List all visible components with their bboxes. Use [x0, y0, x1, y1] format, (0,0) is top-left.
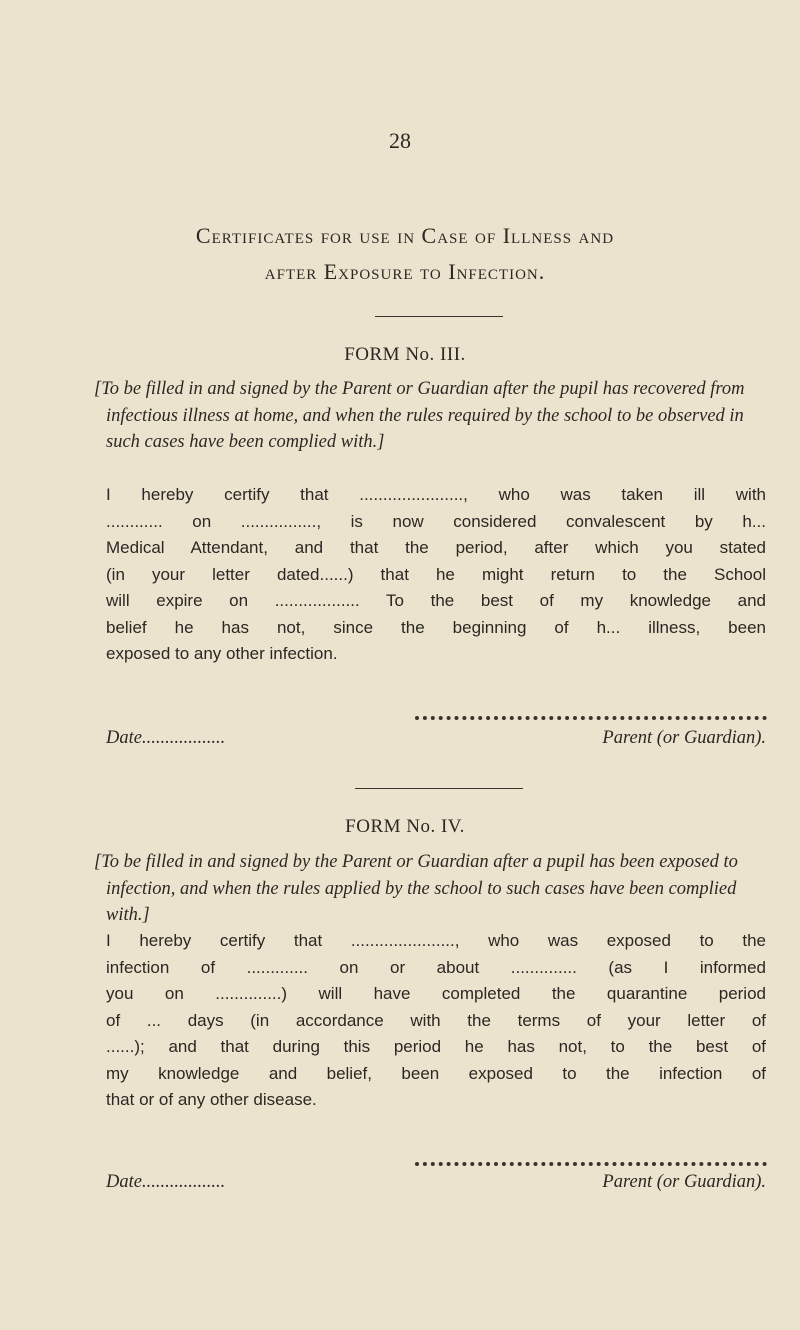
form-3-line: ............ on ................, is now considered convalescent by h... [106, 511, 766, 531]
form-3-signature-line [415, 716, 767, 720]
form-3-title: FORM No. III. [344, 344, 466, 365]
form-4-title: FORM No. IV. [345, 816, 465, 837]
form-4-line: ......); and that during this period he has not, to the best of [106, 1037, 766, 1056]
form-3-line: will expire on .................. To the best of my knowledge and [106, 591, 766, 610]
section-divider [375, 316, 503, 317]
section-divider [355, 788, 523, 789]
form-4-date-label: Date.................. [106, 1172, 226, 1192]
form-3-date-label: Date.................. [106, 728, 226, 748]
form-4-line: I hereby certify that ......................, who was exposed to the [106, 931, 766, 950]
form-4-line: my knowledge and belief, been exposed to the infection of [106, 1063, 766, 1083]
form-4-instruction: [To be filled in and signed by the Parent or Guardian after a pupil has been exposed to infection, and when the rules applied by the school to such cases have been complied with.] [94, 852, 738, 925]
form-3-line: Medical Attendant, and that the period, after which you stated [106, 538, 766, 557]
page-heading [40, 218, 770, 290]
form-3-instruction: [To be filled in and signed by the Parent or Guardian after the pupil has recovered from infectious illness at home, and when the rules required by the school to be observed in such cases have been complied with.] [94, 379, 745, 452]
form-4-parent-label: Parent (or Guardian). [602, 1172, 766, 1192]
form-3-line: (in your letter dated......) that he might return to the School [106, 564, 766, 584]
form-4-line: infection of ............. on or about .............. (as I informed [106, 957, 766, 977]
heading-line-2: after Exposure to Infection. [264, 259, 546, 284]
form-4-line: you on ..............) will have completed the quarantine period [106, 984, 766, 1003]
form-3-body [106, 482, 766, 668]
page-number: 28 [389, 128, 411, 153]
heading-line-1: Certificates for use in Case of Illness and [195, 223, 615, 248]
form-4-line: of ... days (in accordance with the terms of your letter of [106, 1010, 766, 1030]
form-3-line: exposed to any other infection. [106, 644, 338, 663]
form-4-line: that or of any other disease. [106, 1090, 317, 1109]
form-4-body [106, 928, 766, 1114]
form-3-line: I hereby certify that ......................, who was taken ill with [106, 485, 766, 504]
form-3-line: belief he has not, since the beginning of h... illness, been [106, 617, 766, 637]
form-3-parent-label: Parent (or Guardian). [602, 728, 766, 748]
form-4-signature-line [415, 1162, 767, 1166]
